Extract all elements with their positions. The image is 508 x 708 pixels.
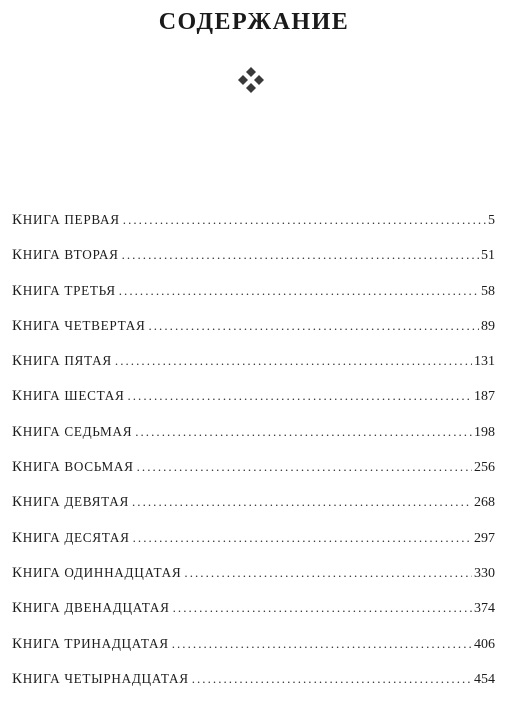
toc-entry[interactable] xyxy=(12,632,495,667)
toc-entry[interactable] xyxy=(12,349,495,384)
toc-entry-title: КНИГА ВОСЬМАЯ xyxy=(12,459,134,476)
toc-entry[interactable] xyxy=(12,455,495,490)
toc-entry[interactable] xyxy=(12,490,495,525)
toc-dot-leader xyxy=(132,490,472,514)
toc-entry-page-number: 51 xyxy=(481,248,495,264)
toc-entry[interactable] xyxy=(12,279,495,314)
toc-dot-leader xyxy=(127,384,472,408)
toc-entry[interactable] xyxy=(12,208,495,243)
toc-entry-page-number: 198 xyxy=(474,424,495,440)
toc-entry-title: КНИГА ВТОРАЯ xyxy=(12,247,119,264)
toc-entry-page-number: 330 xyxy=(474,565,495,581)
toc-entry-page-number: 374 xyxy=(474,601,495,617)
toc-dot-leader xyxy=(135,420,472,444)
toc-dot-leader xyxy=(192,667,472,691)
toc-entry-title: КНИГА ШЕСТАЯ xyxy=(12,388,125,405)
diamond-fleuron-icon xyxy=(236,65,266,95)
toc-entry-title: КНИГА ПЯТАЯ xyxy=(12,353,112,370)
toc-entry-page-number: 5 xyxy=(488,213,495,228)
toc-entry-title: КНИГА ДВЕНАДЦАТАЯ xyxy=(12,600,170,617)
toc-entry-title: КНИГА ПЕРВАЯ xyxy=(12,212,120,228)
toc-entry-title: КНИГА ЧЕТЫРНАДЦАТАЯ xyxy=(12,670,189,687)
toc-entry[interactable] xyxy=(12,384,495,419)
toc-entry-page-number: 58 xyxy=(481,283,495,299)
toc-dot-leader xyxy=(172,632,472,656)
toc-dot-leader xyxy=(173,596,472,620)
toc-entry-page-number: 268 xyxy=(474,495,495,511)
toc-entry-title: КНИГА ТРИНАДЦАТАЯ xyxy=(12,635,169,652)
toc-entry-title: КНИГА СЕДЬМАЯ xyxy=(12,423,133,440)
toc-entry-title: КНИГА ТРЕТЬЯ xyxy=(12,282,116,299)
toc-entry-title: КНИГА ЧЕТВЕРТАЯ xyxy=(12,317,146,334)
toc-entry[interactable] xyxy=(12,667,495,702)
toc-entry[interactable] xyxy=(12,526,495,561)
toc-entry-page-number: 454 xyxy=(474,671,495,687)
toc-entry[interactable] xyxy=(12,561,495,596)
toc-entry[interactable] xyxy=(12,243,495,278)
toc-entry[interactable] xyxy=(12,314,495,349)
toc-entry-title: КНИГА ДЕВЯТАЯ xyxy=(12,494,129,511)
toc-entry-title: КНИГА ДЕСЯТАЯ xyxy=(12,529,130,546)
toc-dot-leader xyxy=(137,455,472,479)
toc-dot-leader xyxy=(148,314,479,338)
toc-entry-page-number: 256 xyxy=(474,460,495,476)
toc-dot-leader xyxy=(115,349,472,373)
page-title: СОДЕРЖАНИЕ xyxy=(158,9,350,35)
table-of-contents xyxy=(12,208,495,702)
toc-entry-page-number: 131 xyxy=(474,354,495,370)
toc-dot-leader xyxy=(122,243,479,267)
toc-entry[interactable] xyxy=(12,420,495,455)
toc-dot-leader xyxy=(119,279,479,303)
toc-entry-page-number: 89 xyxy=(481,318,495,334)
toc-entry-title: КНИГА ОДИННАДЦАТАЯ xyxy=(12,564,182,581)
toc-entry-page-number: 297 xyxy=(474,530,495,546)
toc-entry-page-number: 406 xyxy=(474,636,495,652)
toc-dot-leader xyxy=(133,526,472,550)
toc-dot-leader xyxy=(184,561,472,585)
toc-entry[interactable] xyxy=(12,596,495,631)
toc-dot-leader xyxy=(123,208,486,232)
toc-entry-page-number: 187 xyxy=(474,389,495,405)
